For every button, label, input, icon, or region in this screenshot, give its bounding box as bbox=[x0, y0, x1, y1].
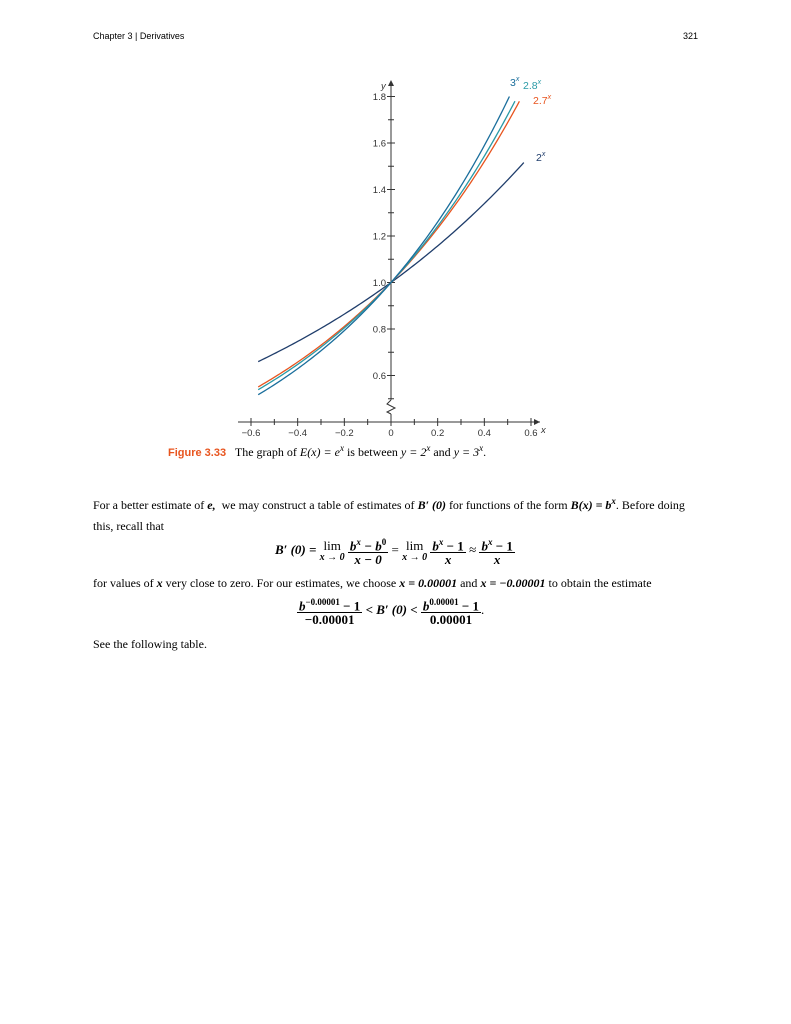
p2-text-2: very close to zero. For our estimates, we choose bbox=[165, 576, 397, 590]
eq2-f2-sup: 0.00001 bbox=[429, 597, 459, 607]
curve-label-exponent: x bbox=[547, 94, 552, 101]
y-tick-label: 1.6 bbox=[372, 138, 386, 150]
x-tick-label: 0.6 bbox=[524, 428, 538, 439]
figure-label: Figure 3.33 bbox=[168, 447, 227, 459]
eq1-f2-num: b bbox=[432, 538, 439, 554]
eq1-lim-word-2: lim bbox=[405, 537, 424, 553]
p1-text-1: For a better estimate of bbox=[93, 498, 205, 512]
eq1-equals: = bbox=[391, 542, 399, 558]
curve-label-3: 3$^x$ bbox=[510, 76, 520, 89]
paragraph-see-table: See the following table. bbox=[93, 637, 207, 651]
eq2-f1-tail: − 1 bbox=[339, 598, 361, 614]
p1-bx: B(x) = b bbox=[570, 498, 612, 512]
paragraph-choose-values bbox=[93, 573, 699, 594]
eq1-f1-mid: − b bbox=[360, 538, 382, 554]
x-axis-label: x bbox=[541, 425, 546, 436]
eq2-fraction-1 bbox=[297, 596, 362, 626]
eq1-f3-tail: − 1 bbox=[492, 538, 513, 554]
eq1-f2-tail: − 1 bbox=[443, 538, 464, 554]
p1-bx-sup: x bbox=[611, 496, 616, 506]
figure-caption bbox=[168, 443, 486, 460]
p2-text-4: to obtain the estimate bbox=[548, 576, 652, 590]
y-tick-label: 0.6 bbox=[372, 371, 386, 382]
p1-e: e, bbox=[207, 498, 216, 512]
eq1-fraction-1 bbox=[348, 536, 388, 566]
p2-text-1: for values of bbox=[93, 576, 154, 590]
paragraph-estimate-intro bbox=[93, 491, 699, 537]
running-header-left: Chapter 3 | Derivatives bbox=[93, 31, 185, 41]
eq2-fraction-2 bbox=[421, 596, 481, 626]
eq1-limit-2 bbox=[402, 537, 428, 563]
limit-equation bbox=[275, 536, 515, 566]
caption-func: E(x) = e bbox=[299, 445, 340, 459]
eq1-f1-num: b bbox=[349, 538, 357, 554]
eq1-lim-sub-2: x → 0 bbox=[402, 551, 428, 563]
eq2-mid: < B′ (0) < bbox=[362, 602, 421, 618]
p1-text-2: we may construct a table of estimates of bbox=[221, 498, 415, 512]
eq1-approx: ≈ bbox=[469, 542, 477, 558]
curve-label-exponent: x bbox=[515, 76, 520, 83]
curve-label-2: 2$^x$ bbox=[536, 151, 546, 164]
eq1-f2-sup: x bbox=[438, 537, 444, 547]
caption-text-3: and bbox=[433, 445, 451, 459]
y-tick-label: 0.8 bbox=[372, 324, 386, 336]
x-tick-label: −0.4 bbox=[288, 428, 308, 439]
p2-choice-2: x = −0.00001 bbox=[480, 576, 546, 590]
eq2-f2-tail: − 1 bbox=[458, 598, 480, 614]
y-axis-arrow bbox=[388, 80, 394, 86]
eq1-lim-word: lim bbox=[323, 537, 341, 553]
y-tick-label: 1.2 bbox=[372, 231, 386, 243]
eq1-f1-sup2: 0 bbox=[381, 537, 387, 547]
eq1-limit-1 bbox=[319, 537, 345, 563]
eq1-f1-sup1: x bbox=[356, 537, 361, 547]
eq2-f2-num: b bbox=[422, 598, 430, 614]
caption-y2-sup: x bbox=[479, 443, 484, 453]
y-tick-label: 1.8 bbox=[372, 92, 386, 103]
eq1-lhs: B′ (0) = bbox=[275, 542, 317, 558]
caption-text-1: The graph of bbox=[234, 445, 297, 459]
x-tick-label: 0.4 bbox=[477, 428, 491, 439]
eq2-f1-sup: −0.00001 bbox=[305, 597, 340, 607]
curve-label-exponent: x bbox=[537, 79, 542, 86]
caption-y1-sup: x bbox=[426, 443, 431, 453]
caption-y1: y = 2 bbox=[400, 445, 427, 459]
curve-label-2-8: 2.8$^x$ bbox=[523, 79, 542, 92]
eq2-end: . bbox=[481, 602, 485, 618]
caption-end: . bbox=[483, 445, 487, 459]
caption-text-2: is between bbox=[346, 445, 398, 459]
eq1-lim-sub: x → 0 bbox=[319, 551, 345, 563]
y-tick-label: 1.4 bbox=[372, 185, 386, 196]
p1-bprime: B′ (0) bbox=[417, 498, 446, 512]
eq1-fraction-3 bbox=[479, 536, 514, 566]
eq1-f1-den: x − 0 bbox=[354, 552, 382, 568]
x-axis-arrow bbox=[534, 419, 540, 425]
eq2-f2-den: 0.00001 bbox=[429, 612, 473, 628]
estimate-inequality bbox=[297, 596, 484, 626]
p1-text-4: . Before doing this, recall that bbox=[93, 498, 685, 533]
eq2-f1-num: b bbox=[299, 598, 306, 614]
p2-x: x bbox=[156, 576, 163, 590]
x-tick-label: −0.6 bbox=[241, 428, 261, 439]
eq2-f1-den: −0.00001 bbox=[304, 612, 355, 628]
curve-2-7-pow-x bbox=[258, 101, 519, 387]
eq1-f3-den: x bbox=[493, 552, 501, 568]
exponential-graph bbox=[0, 0, 791, 440]
eq1-f2-den: x bbox=[444, 552, 452, 568]
p2-text-3: and bbox=[460, 576, 478, 590]
x-tick-label: 0 bbox=[388, 428, 394, 439]
curve-2-8-pow-x bbox=[258, 101, 515, 389]
eq1-f3-sup: x bbox=[487, 537, 493, 547]
eq1-fraction-2 bbox=[430, 536, 465, 566]
page-number: 321 bbox=[682, 31, 698, 41]
p2-choice-1: x = 0.00001 bbox=[399, 576, 458, 590]
eq1-f3-num: b bbox=[481, 538, 488, 554]
x-tick-label: −0.2 bbox=[334, 428, 354, 439]
y-axis-label: y bbox=[381, 81, 386, 92]
caption-y2: y = 3 bbox=[453, 445, 480, 459]
curve-label-exponent: x bbox=[541, 151, 546, 158]
y-tick-label: 1.0 bbox=[372, 278, 386, 289]
x-tick-label: 0.2 bbox=[431, 428, 445, 439]
y-axis-break bbox=[387, 400, 395, 414]
curve-label-2-7: 2.7$^x$ bbox=[533, 94, 552, 107]
p1-text-3: for functions of the form bbox=[448, 498, 568, 512]
caption-func-sup: x bbox=[339, 443, 344, 453]
